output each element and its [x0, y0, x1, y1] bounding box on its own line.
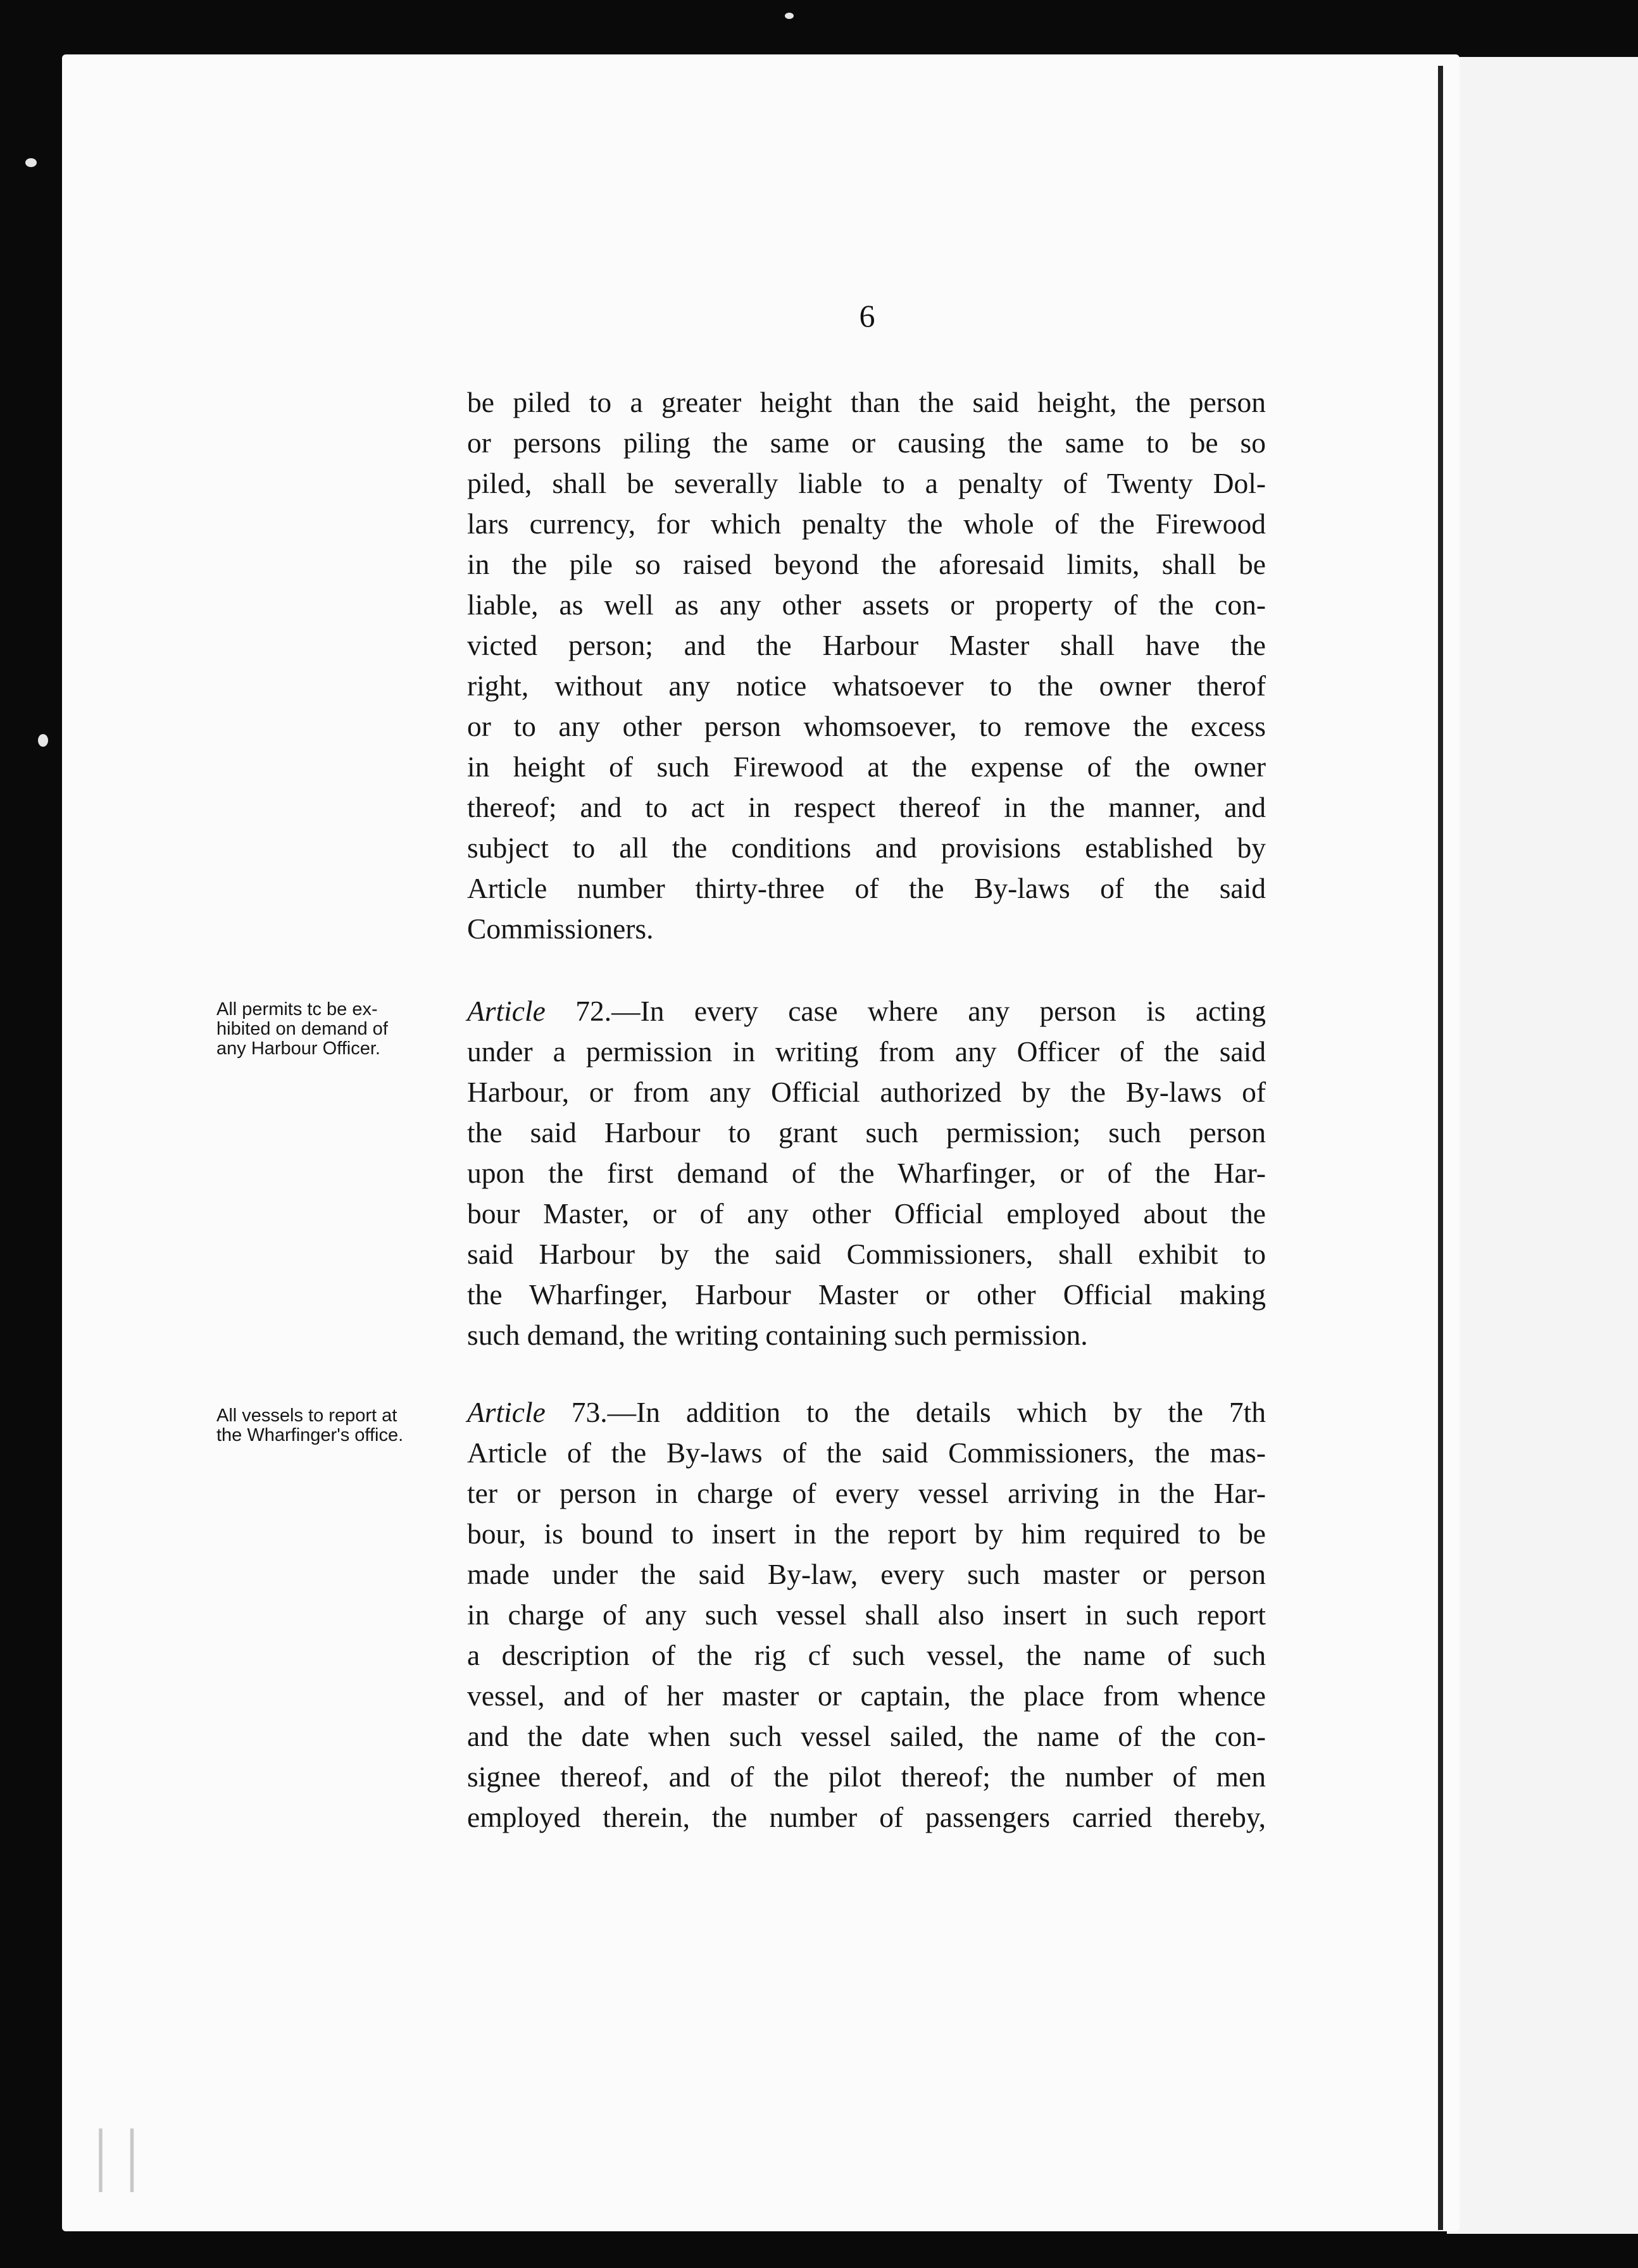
text-line: or persons piling the same or causing the same to be so	[467, 427, 1266, 459]
text-line: said Harbour by the said Commissioners, shall exhibit to	[467, 1238, 1266, 1270]
article-heading-line	[467, 991, 1266, 1031]
text-line: Article of the By-laws of the said Commissioners, the mas-	[467, 1436, 1266, 1469]
article-label: Article	[467, 995, 546, 1027]
page-number: 6	[859, 298, 875, 333]
article-label: Article	[467, 1396, 546, 1428]
scan-speck	[38, 734, 48, 747]
text-line: a description of the rig cf such vessel, the name of such	[467, 1639, 1266, 1671]
text-line: bour Master, or of any other Official employed about the	[467, 1197, 1266, 1230]
text-line: subject to all the conditions and provisions established by	[467, 832, 1266, 864]
article-heading-line	[467, 1392, 1266, 1433]
scan-speck	[785, 13, 794, 19]
margin-note-line: hibited on demand of	[216, 1019, 388, 1039]
text-line: liable, as well as any other assets or property of the con-	[467, 589, 1266, 621]
margin-note-article-72	[216, 1000, 444, 1059]
text-line: or to any other person whomsoever, to remove the excess	[467, 710, 1266, 742]
text-line: the said Harbour to grant such permission; such person	[467, 1116, 1266, 1149]
text-line: such demand, the writing containing such permission.	[467, 1319, 1088, 1351]
text-line: bour, is bound to insert in the report by him required to be	[467, 1517, 1266, 1550]
text-line: be piled to a greater height than the said height, the person	[467, 386, 1266, 418]
text-line: Commissioners.	[467, 913, 654, 945]
text-line: and the date when such vessel sailed, the name of the con-	[467, 1720, 1266, 1752]
margin-note-line: All vessels to report at	[216, 1405, 397, 1426]
text-line: victed person; and the Harbour Master shall have the	[467, 629, 1266, 661]
article-text: 72.—In every case where any person is acting	[545, 995, 1266, 1027]
scan-artifact-marks: | |	[94, 2115, 139, 2192]
text-line: under a permission in writing from any Officer of the said	[467, 1035, 1266, 1068]
text-line: in charge of any such vessel shall also insert in such report	[467, 1598, 1266, 1631]
page-binding-edge	[1438, 66, 1443, 2230]
text-line: vessel, and of her master or captain, the place from whence	[467, 1679, 1266, 1712]
margin-note-article-73	[216, 1406, 444, 1445]
text-line: upon the first demand of the Wharfinger, or of the Har-	[467, 1157, 1266, 1189]
text-line: right, without any notice whatsoever to the owner therof	[467, 670, 1266, 702]
text-line: piled, shall be severally liable to a penalty of Twenty Dol-	[467, 467, 1266, 499]
text-line: employed therein, the number of passengers carried thereby,	[467, 1801, 1266, 1833]
text-line: made under the said By-law, every such master or person	[467, 1558, 1266, 1590]
text-line: Article number thirty-three of the By-laws of the said	[467, 872, 1266, 904]
text-line: lars currency, for which penalty the whole of the Firewood	[467, 508, 1266, 540]
text-line: thereof; and to act in respect thereof in the manner, and	[467, 791, 1266, 823]
margin-note-line: the Wharfinger's office.	[216, 1425, 404, 1445]
text-line: in height of such Firewood at the expense of the owner	[467, 751, 1266, 783]
text-line: the Wharfinger, Harbour Master or other Official making	[467, 1278, 1266, 1311]
scan-speck	[25, 158, 37, 167]
text-line: Harbour, or from any Official authorized by the By-laws of	[467, 1076, 1266, 1108]
adjacent-page	[1447, 57, 1638, 2234]
margin-note-line: All permits tc be ex-	[216, 999, 378, 1019]
text-line: signee thereof, and of the pilot thereof; the number of men	[467, 1760, 1266, 1793]
article-text: 73.—In addition to the details which by the 7th	[545, 1396, 1266, 1428]
margin-note-line: any Harbour Officer.	[216, 1038, 380, 1059]
text-line: in the pile so raised beyond the aforesaid limits, shall be	[467, 548, 1266, 580]
text-line: ter or person in charge of every vessel arriving in the Har-	[467, 1477, 1266, 1509]
